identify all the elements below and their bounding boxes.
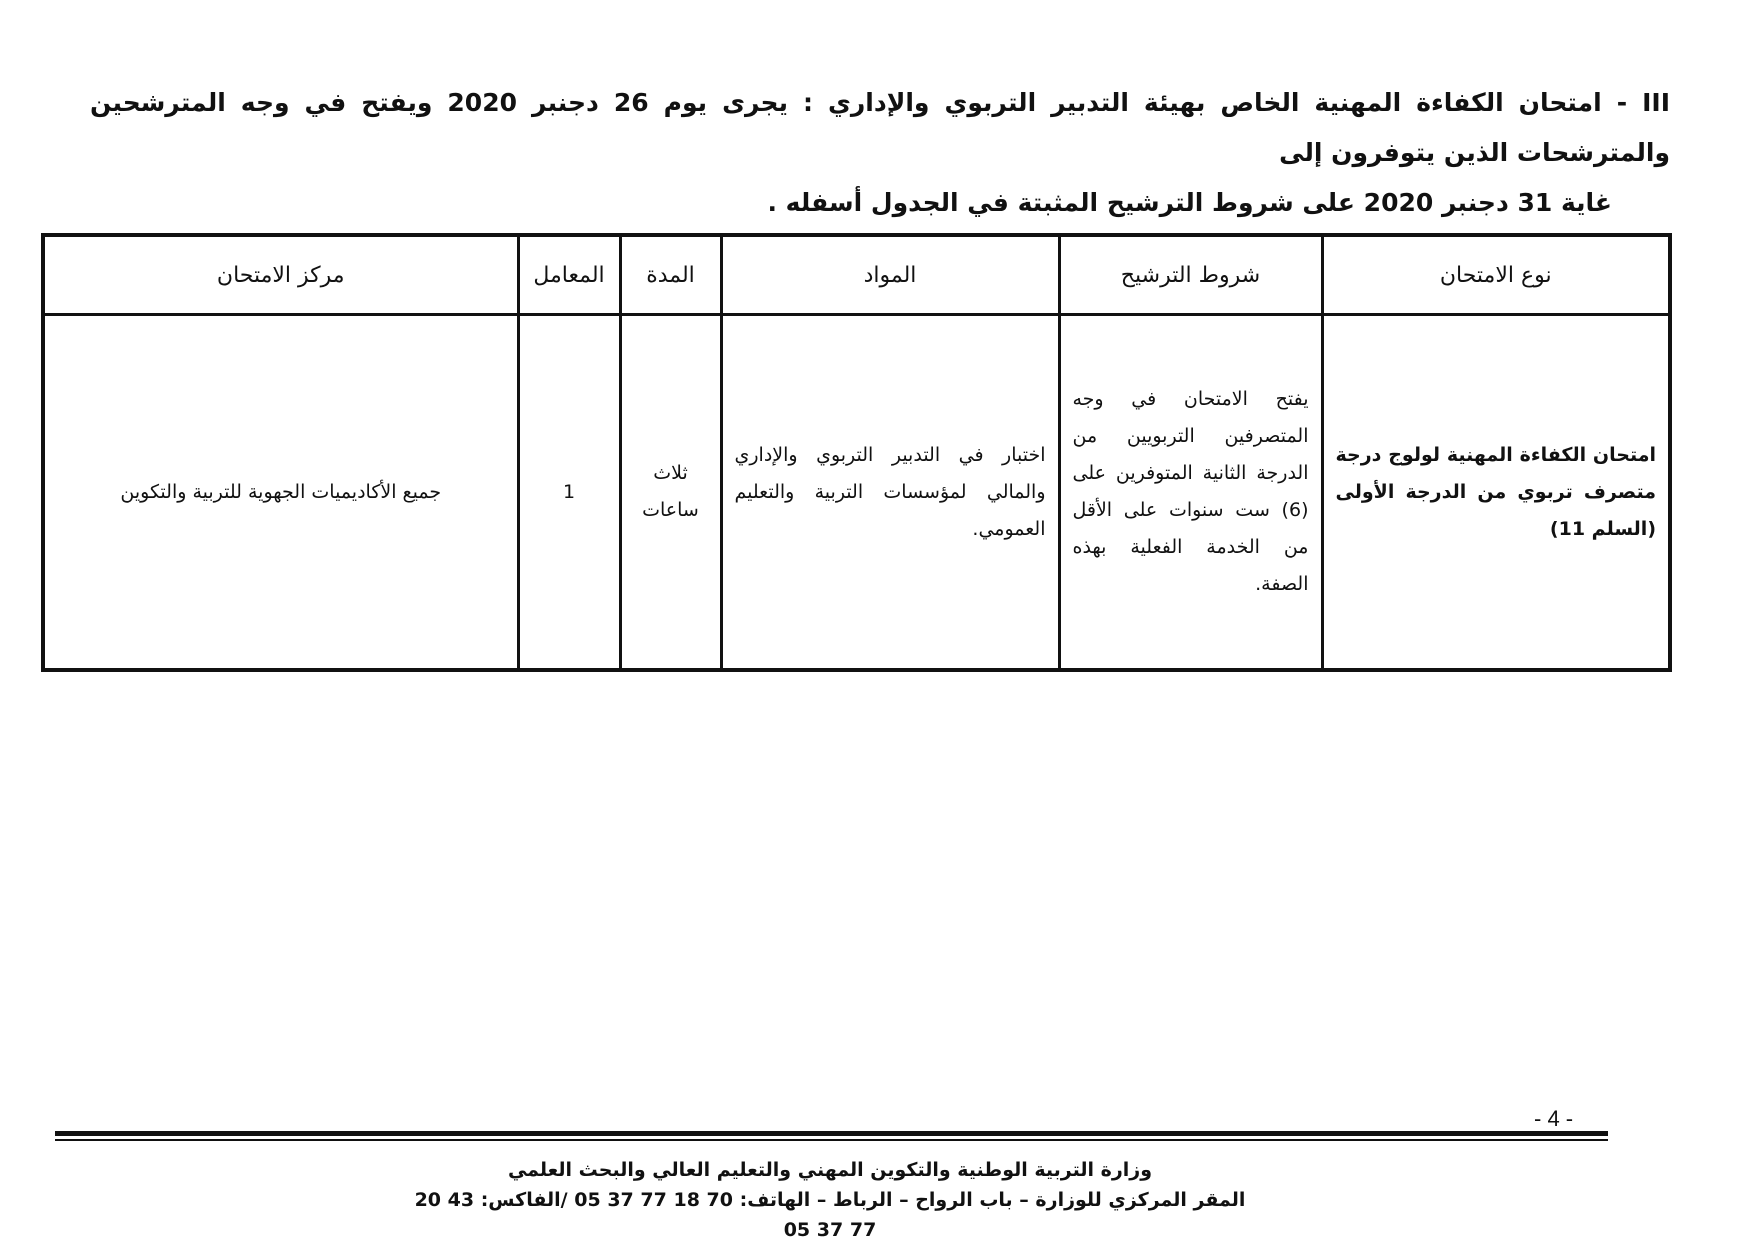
cell-coefficient: 1 [518,315,620,671]
intro-paragraph [90,78,1670,228]
header-coefficient: المعامل [518,235,620,315]
header-exam-type: نوع الامتحان [1322,235,1670,315]
intro-line-2: غاية 31 دجنبر 2020 على شروط الترشيح المثبتة في الجدول أسفله . [767,188,1612,217]
header-duration: المدة [620,235,721,315]
cell-conditions: يفتح الامتحان في وجه المتصرفين التربويين من الدرجة الثانية المتوفرين على (6) ست سنوات على الأقل من الخدمة الفعلية بهذه الصفة. [1059,315,1322,671]
header-subjects: المواد [721,235,1059,315]
page-number: - 4 - [1534,1106,1574,1131]
cell-exam-type: امتحان الكفاءة المهنية لولوج درجة متصرف تربوي من الدرجة الأولى (السلم 11) [1322,315,1670,671]
intro-line-1: III - امتحان الكفاءة المهنية الخاص بهيئة التدبير التربوي والإداري : يجرى يوم 26 دجنبر 2020 ويفتح في وجه المترشحين والمترشحات الذين يتوفرون إلى [90,88,1671,167]
exam-table [41,233,1672,672]
cell-center: جميع الأكاديميات الجهوية للتربية والتكوين [43,315,518,671]
duration-line-2: ساعات [642,499,699,521]
header-conditions: شروط الترشيح [1059,235,1322,315]
cell-subjects: اختبار في التدبير التربوي والإداري والمالي لمؤسسات التربية والتعليم العمومي. [721,315,1059,671]
footer-ministry: وزارة التربية الوطنية والتكوين المهني والتعليم العالي والبحث العلمي [507,1159,1153,1181]
header-center: مركز الامتحان [43,235,518,315]
footer-rule-thick [55,1131,1608,1136]
duration-line-1: ثلاث [653,462,688,484]
footer-address: المقر المركزي للوزارة – باب الرواح – الرباط – الهاتف: 70 18 77 37 05 /الفاكس: 43 20 77 37 05 [414,1189,1246,1241]
footer [400,1155,1260,1245]
table-row [43,315,1670,671]
table-header-row [43,235,1670,315]
cell-duration [620,315,721,671]
footer-rule-thin [55,1139,1608,1141]
